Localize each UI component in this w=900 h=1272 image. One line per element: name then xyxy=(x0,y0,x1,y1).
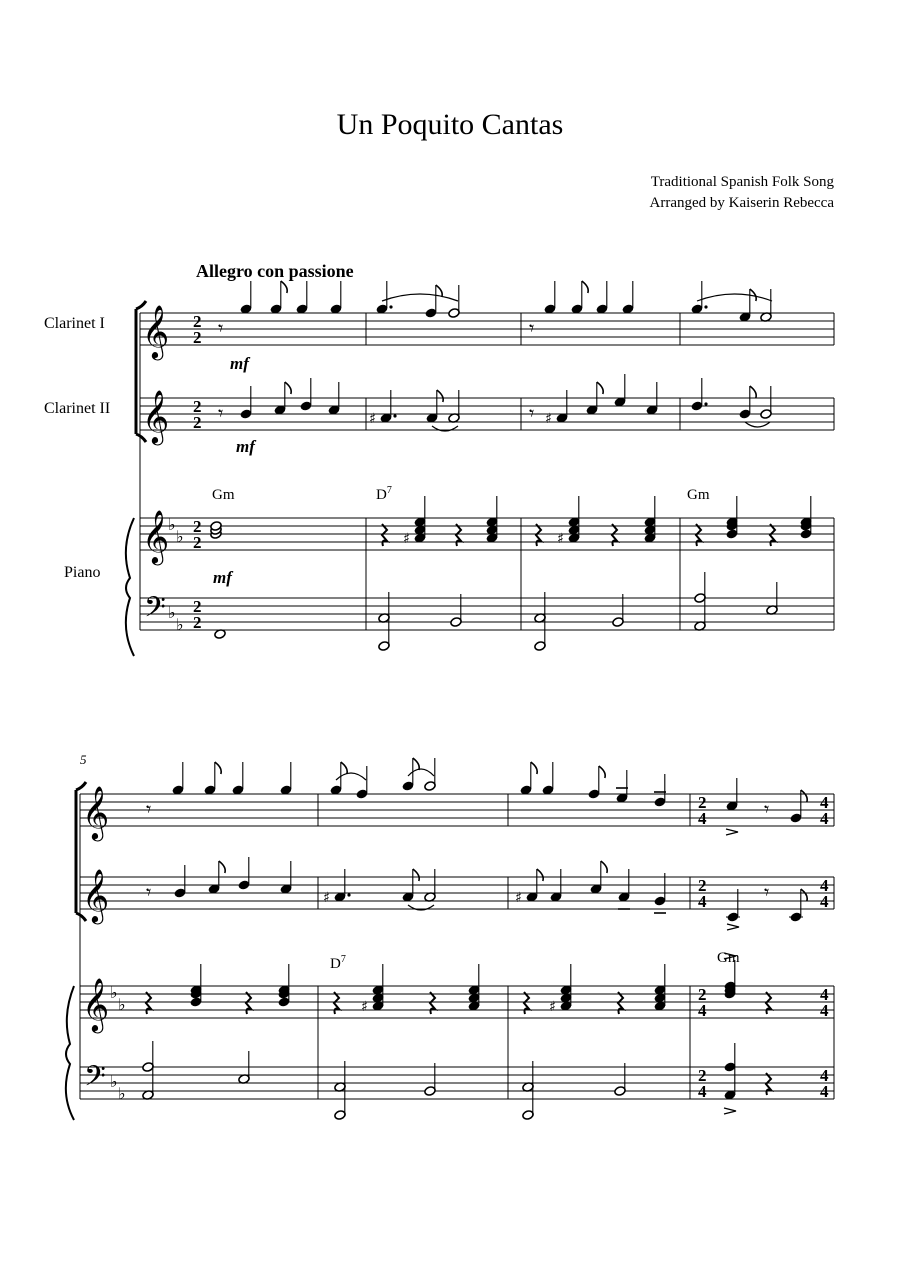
chord-symbol: $D^7$ xyxy=(330,954,346,972)
eighth-rest: 𝄾 xyxy=(218,316,224,340)
key-flat: ♭ xyxy=(176,527,184,546)
quarter-rest xyxy=(334,992,339,1014)
key-flat: ♭ xyxy=(118,1084,126,1103)
quarter-rest xyxy=(766,1073,771,1095)
quarter-rest xyxy=(770,524,775,546)
eighth-flag xyxy=(801,790,807,802)
sharp-accidental: ♯ xyxy=(549,999,556,1015)
accent-mark xyxy=(724,1108,736,1114)
bass-clef-icon: 𝄢 xyxy=(84,1060,106,1100)
eighth-flag xyxy=(413,869,419,881)
treble-clef-icon: 𝄞 xyxy=(142,304,170,358)
dot xyxy=(393,414,396,417)
arranger-credit: Arranged by Kaiserin Rebecca xyxy=(649,195,834,211)
eighth-rest: 𝄾 xyxy=(529,401,535,425)
eighth-rest: 𝄾 xyxy=(146,880,152,904)
time-signature-numerator: 2 xyxy=(698,876,707,895)
eighth-flag xyxy=(281,281,287,293)
piano-brace xyxy=(126,518,134,656)
time-signature-denominator: 4 xyxy=(820,1001,829,1020)
eighth-flag xyxy=(285,382,291,394)
instrument-label-clarinet2: Clarinet II xyxy=(44,400,111,417)
eighth-rest: 𝄾 xyxy=(146,797,152,821)
chord-symbol: Gm xyxy=(687,487,710,503)
accent-mark xyxy=(726,829,738,835)
quarter-rest xyxy=(612,524,617,546)
eighth-rest: 𝄾 xyxy=(764,797,770,821)
slur xyxy=(408,769,434,776)
time-signature-denominator: 4 xyxy=(698,1082,707,1101)
time-signature-numerator: 4 xyxy=(820,793,829,812)
eighth-flag xyxy=(413,758,419,770)
eighth-flag xyxy=(215,762,221,774)
dot xyxy=(347,893,350,896)
slur xyxy=(382,294,458,301)
time-signature-denominator: 4 xyxy=(820,809,829,828)
eighth-flag xyxy=(750,386,756,398)
time-signature-denominator: 2 xyxy=(193,613,202,632)
chord-symbol: $D^7$ xyxy=(376,485,392,503)
dynamic-mf: mf xyxy=(213,568,232,587)
key-flat: ♭ xyxy=(118,995,126,1014)
time-signature-numerator: 2 xyxy=(193,312,202,331)
dot xyxy=(389,305,392,308)
eighth-rest: 𝄾 xyxy=(218,401,224,425)
eighth-flag xyxy=(597,382,603,394)
time-signature-numerator: 2 xyxy=(193,597,202,616)
dynamic-mf: mf xyxy=(236,437,255,456)
time-signature-denominator: 2 xyxy=(193,533,202,552)
eighth-flag xyxy=(599,766,605,778)
time-signature-numerator: 2 xyxy=(698,1066,707,1085)
staff-clarinet1 xyxy=(80,794,834,826)
quarter-rest xyxy=(524,992,529,1014)
time-signature-denominator: 4 xyxy=(820,892,829,911)
eighth-flag xyxy=(437,390,443,402)
eighth-rest: 𝄾 xyxy=(529,316,535,340)
time-signature-denominator: 4 xyxy=(698,1001,707,1020)
quarter-rest xyxy=(456,524,461,546)
time-signature-numerator: 2 xyxy=(193,517,202,536)
time-signature-denominator: 4 xyxy=(698,809,707,828)
quarter-rest xyxy=(382,524,387,546)
chord-symbol: Gm xyxy=(717,950,740,966)
eighth-flag xyxy=(341,762,347,774)
quarter-rest xyxy=(536,524,541,546)
time-signature-denominator: 4 xyxy=(698,892,707,911)
staff-piano-left xyxy=(140,598,834,630)
slur xyxy=(745,422,770,427)
eighth-flag xyxy=(537,869,543,881)
sharp-accidental: ♯ xyxy=(557,531,564,547)
key-flat: ♭ xyxy=(110,983,118,1002)
quarter-rest xyxy=(696,524,701,546)
key-flat: ♭ xyxy=(168,515,176,534)
sharp-accidental: ♯ xyxy=(515,890,522,906)
treble-clef-icon: 𝄞 xyxy=(82,785,110,839)
time-signature-denominator: 4 xyxy=(820,1082,829,1101)
eighth-flag xyxy=(801,889,807,901)
key-flat: ♭ xyxy=(168,603,176,622)
accent-mark xyxy=(727,924,739,930)
dot xyxy=(704,402,707,405)
measure-number: 5 xyxy=(80,752,87,767)
time-signature-numerator: 2 xyxy=(193,397,202,416)
quarter-rest xyxy=(430,992,435,1014)
bass-clef-icon: 𝄢 xyxy=(144,591,166,631)
eighth-flag xyxy=(219,861,225,873)
key-flat: ♭ xyxy=(176,615,184,634)
system-1 xyxy=(126,281,834,656)
staff-piano-left xyxy=(80,1067,834,1099)
time-signature-numerator: 2 xyxy=(698,985,707,1004)
sharp-accidental: ♯ xyxy=(545,411,552,427)
composer-credit: Traditional Spanish Folk Song xyxy=(650,174,834,190)
slur xyxy=(697,294,772,301)
eighth-flag xyxy=(531,762,537,774)
quarter-rest xyxy=(246,992,251,1014)
quarter-rest xyxy=(766,992,771,1014)
instrument-label-piano: Piano xyxy=(64,564,101,581)
sharp-accidental: ♯ xyxy=(403,531,410,547)
time-signature-numerator: 2 xyxy=(698,793,707,812)
sharp-accidental: ♯ xyxy=(369,411,376,427)
quarter-rest xyxy=(618,992,623,1014)
time-signature-denominator: 2 xyxy=(193,413,202,432)
dynamic-mf: mf xyxy=(230,354,249,373)
time-signature-numerator: 4 xyxy=(820,876,829,895)
eighth-rest: 𝄾 xyxy=(764,880,770,904)
staff-clarinet1 xyxy=(140,313,834,345)
time-signature-denominator: 2 xyxy=(193,328,202,347)
system-2 xyxy=(66,752,834,1120)
eighth-flag xyxy=(601,861,607,873)
dot xyxy=(704,305,707,308)
eighth-flag xyxy=(582,281,588,293)
sharp-accidental: ♯ xyxy=(361,999,368,1015)
treble-clef-icon: 𝄞 xyxy=(82,868,110,922)
instrument-label-clarinet1: Clarinet I xyxy=(44,315,105,332)
piano-brace xyxy=(66,986,74,1120)
treble-clef-icon: 𝄞 xyxy=(82,977,110,1031)
time-signature-numerator: 4 xyxy=(820,985,829,1004)
time-signature-numerator: 4 xyxy=(820,1066,829,1085)
staff-clarinet2 xyxy=(80,877,834,909)
chord-symbol: Gm xyxy=(212,487,235,503)
key-flat: ♭ xyxy=(110,1072,118,1091)
tempo-marking: Allegro con passione xyxy=(196,261,354,281)
treble-clef-icon: 𝄞 xyxy=(142,509,170,563)
quarter-rest xyxy=(146,992,151,1014)
score-title: Un Poquito Cantas xyxy=(336,108,564,141)
treble-clef-icon: 𝄞 xyxy=(142,389,170,443)
sharp-accidental: ♯ xyxy=(323,890,330,906)
